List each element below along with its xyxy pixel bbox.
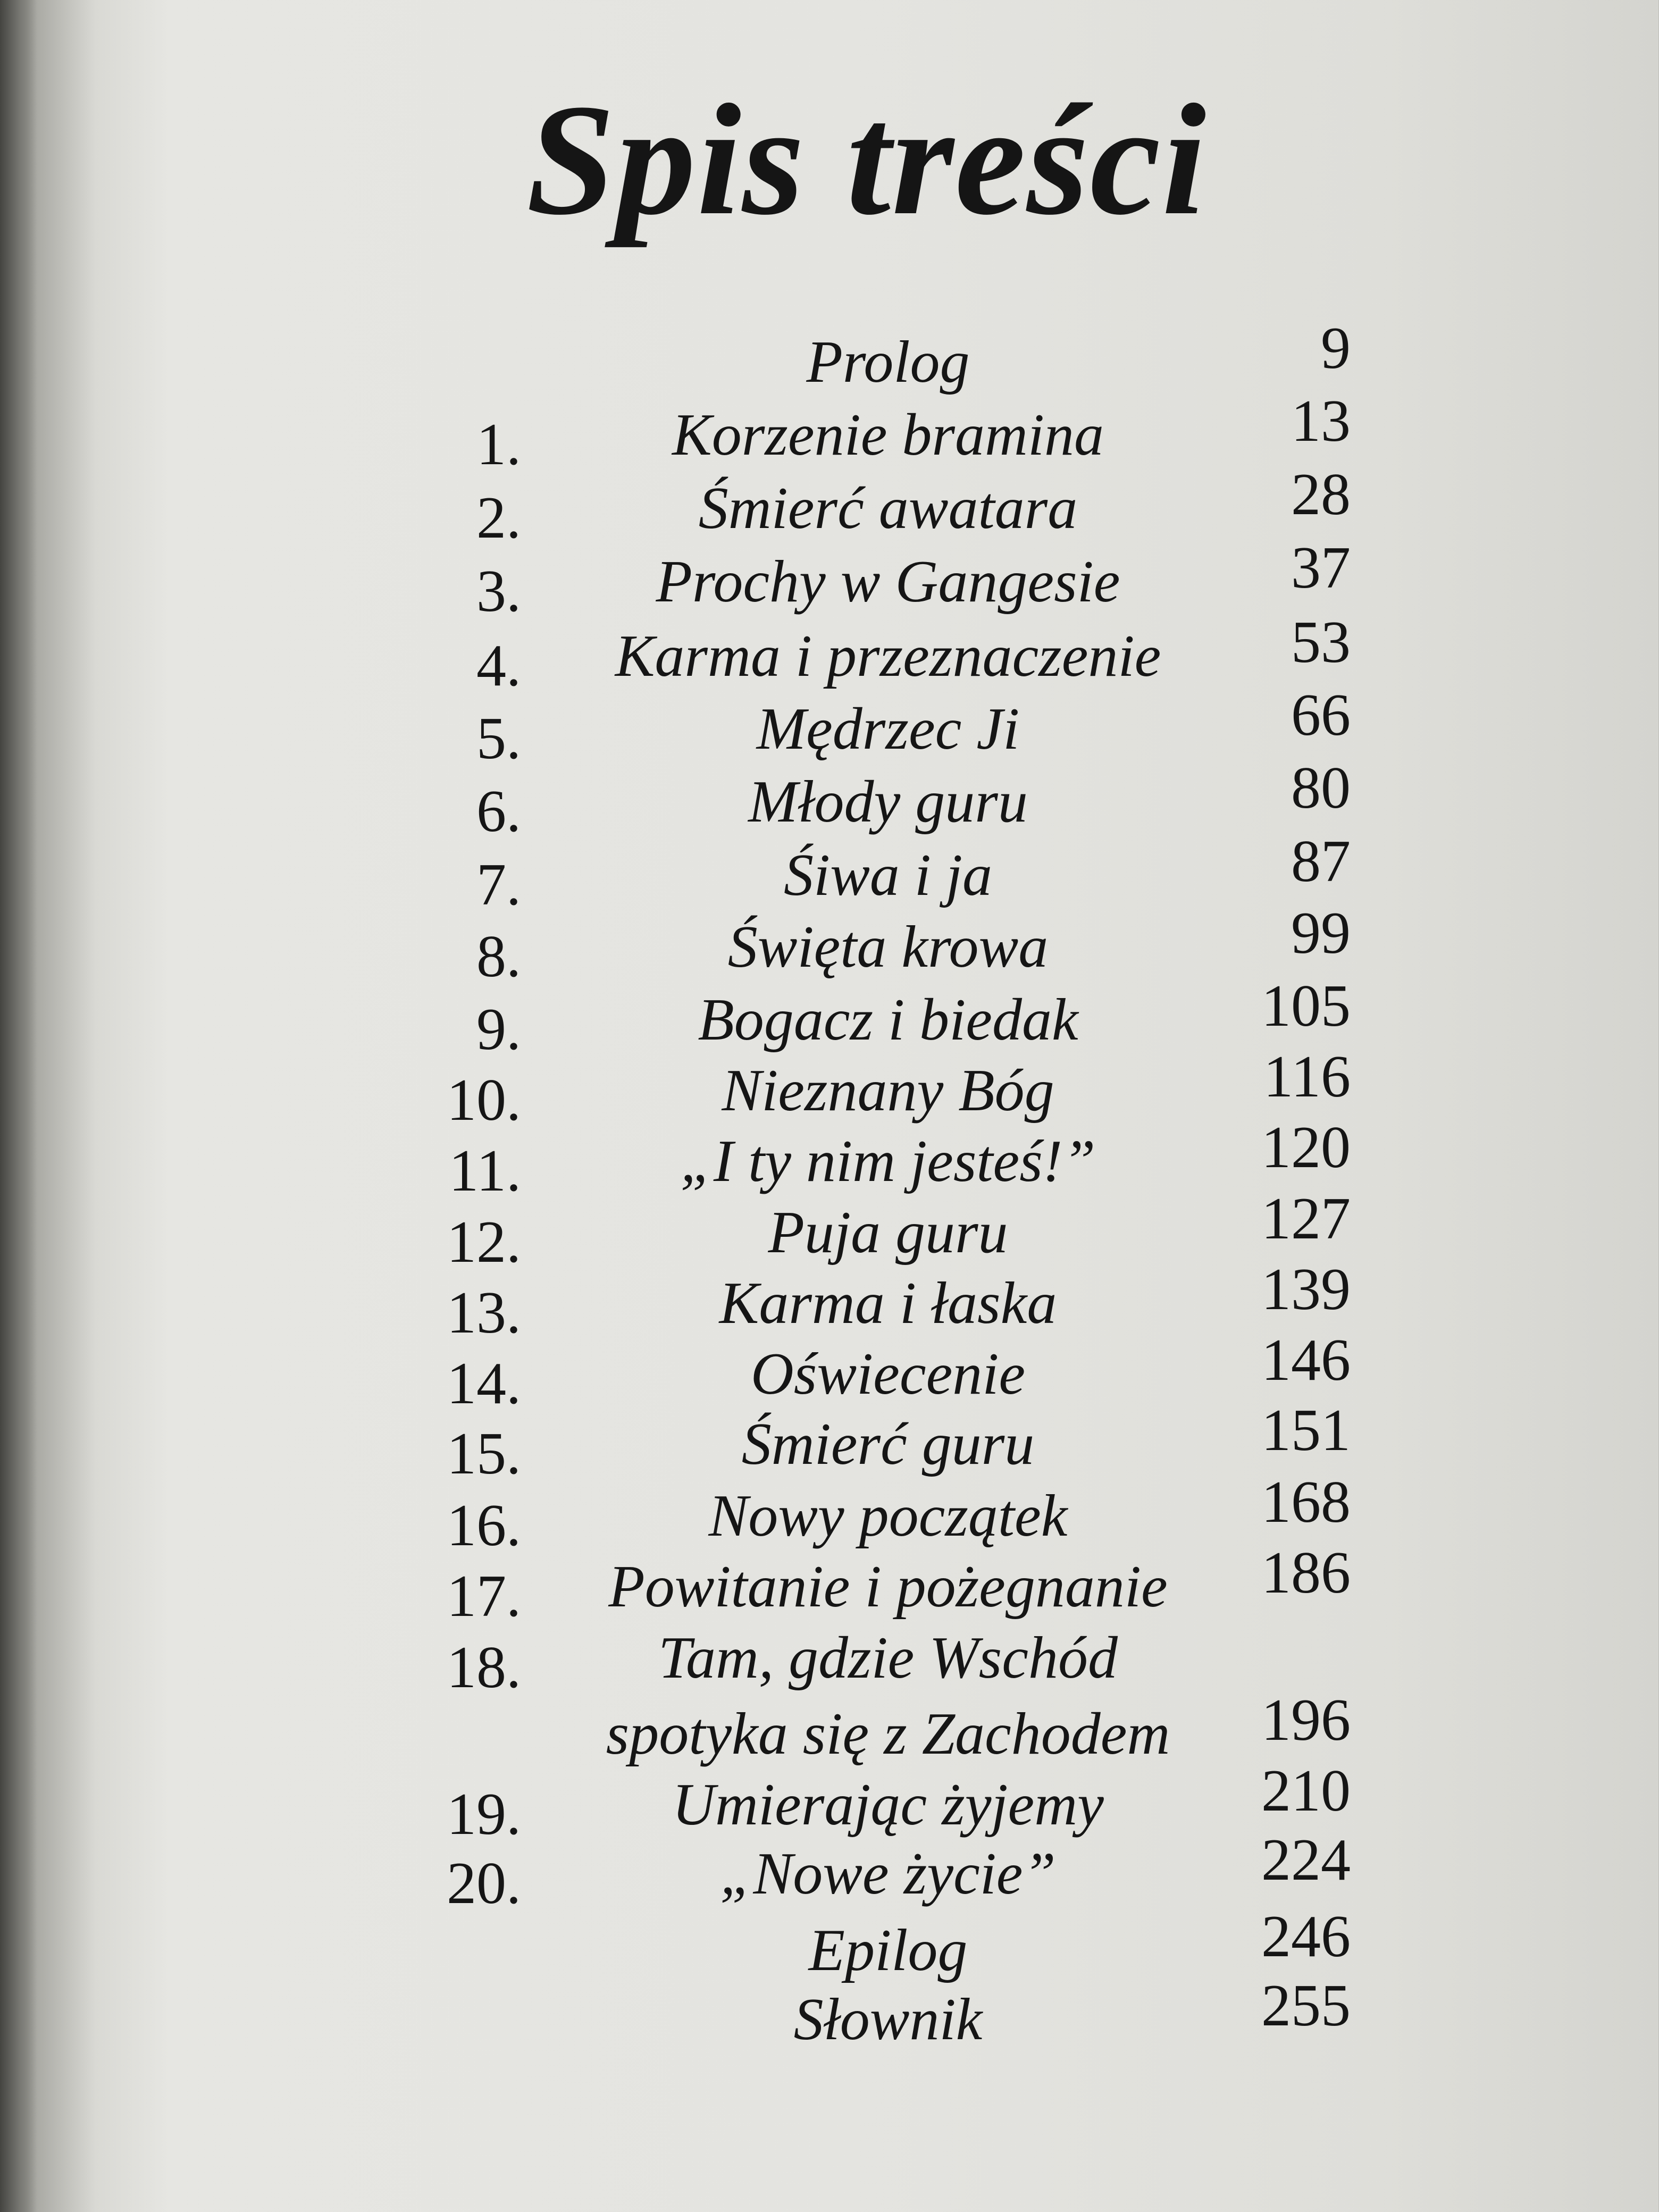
chapter-title: Święta krowa	[727, 914, 1049, 980]
page-number: 151	[1261, 1397, 1351, 1463]
chapter-number: 20.	[447, 1850, 521, 1916]
page-number: 168	[1261, 1469, 1351, 1535]
page-number: 120	[1261, 1115, 1351, 1180]
page-number: 139	[1261, 1256, 1351, 1322]
chapter-number: 14.	[447, 1351, 521, 1417]
chapter-number: 17.	[447, 1563, 521, 1629]
chapter-number: 8.	[476, 924, 521, 990]
chapter-number: 2.	[476, 485, 521, 551]
chapter-number: 16.	[447, 1493, 521, 1559]
toc-entry	[0, 755, 1659, 847]
chapter-number: 13.	[447, 1280, 521, 1346]
page-title: Spis treści	[526, 71, 1208, 248]
page-number: 127	[1261, 1186, 1351, 1252]
toc-entry	[0, 1625, 1659, 1703]
toc-entry	[0, 535, 1659, 626]
chapter-number: 3.	[476, 558, 521, 624]
page-number: 116	[1263, 1044, 1351, 1110]
toc-entry	[0, 1327, 1659, 1419]
page-number: 53	[1291, 609, 1351, 675]
chapter-number: 1.	[476, 412, 521, 477]
toc-entry	[0, 1397, 1659, 1489]
chapter-title: Oświecenie	[750, 1341, 1026, 1407]
page-number: 255	[1261, 1973, 1351, 2039]
toc-entry	[0, 1758, 1659, 1849]
chapter-title: Tam, gdzie Wschód	[658, 1625, 1118, 1691]
page-number: 37	[1291, 535, 1351, 601]
chapter-number: 9.	[476, 996, 521, 1062]
chapter-title: „Nowe życie”	[720, 1841, 1056, 1907]
chapter-title: Śmierć awatara	[698, 475, 1078, 541]
toc-entry	[0, 1973, 1659, 2064]
toc-entry	[0, 900, 1659, 992]
toc-entry	[0, 1827, 1659, 1918]
toc-entry-continuation	[0, 1687, 1659, 1779]
chapter-number: 12.	[447, 1209, 521, 1275]
page-number: 28	[1291, 462, 1351, 527]
chapter-title: Karma i łaska	[719, 1270, 1057, 1336]
chapter-title: Nowy początek	[708, 1483, 1068, 1549]
chapter-title: Słownik	[793, 1987, 983, 2052]
page-number: 9	[1321, 315, 1351, 381]
chapter-title: „I ty nim jesteś!”	[680, 1128, 1096, 1194]
toc-entry	[0, 1186, 1659, 1277]
chapter-title: Nieznany Bóg	[722, 1058, 1054, 1124]
page-number: 87	[1291, 828, 1351, 894]
page-number: 146	[1261, 1327, 1351, 1393]
chapter-number: 4.	[476, 633, 521, 699]
page-number: 13	[1291, 388, 1351, 454]
toc-entry	[0, 1469, 1659, 1561]
chapter-number: 7.	[476, 852, 521, 918]
chapter-title: Mędrzec Ji	[756, 696, 1020, 762]
page-number: 186	[1261, 1540, 1351, 1606]
page-number: 66	[1291, 682, 1351, 748]
chapter-number: 10.	[447, 1067, 521, 1133]
toc-entry	[0, 682, 1659, 774]
chapter-title: Prochy w Gangesie	[656, 549, 1120, 615]
chapter-title: Korzenie bramina	[672, 402, 1104, 468]
toc-entry	[0, 828, 1659, 920]
chapter-number: 5.	[476, 706, 521, 772]
chapter-title: Młody guru	[748, 769, 1028, 835]
toc-entry	[0, 1256, 1659, 1348]
page-number: 210	[1261, 1758, 1351, 1824]
chapter-number: 19.	[447, 1781, 521, 1847]
chapter-title: Epilog	[808, 1917, 968, 1983]
toc-entry	[0, 462, 1659, 553]
chapter-number: 11.	[449, 1138, 521, 1204]
page-number: 80	[1291, 755, 1351, 821]
chapter-title: Umierając żyjemy	[672, 1772, 1104, 1838]
chapter-title: spotyka się z Zachodem	[606, 1701, 1170, 1767]
chapter-number: 6.	[476, 778, 521, 844]
toc-entry	[0, 973, 1659, 1065]
page-number: 224	[1261, 1827, 1351, 1893]
chapter-title: Śmierć guru	[741, 1411, 1035, 1477]
page-number: 99	[1291, 900, 1351, 966]
toc-entry	[0, 1540, 1659, 1631]
chapter-title: Prolog	[806, 329, 970, 395]
toc-entry	[0, 609, 1659, 701]
chapter-number: 18.	[447, 1635, 521, 1700]
page-number: 105	[1261, 973, 1351, 1039]
toc-entry	[0, 315, 1659, 407]
chapter-title: Bogacz i biedak	[698, 987, 1078, 1053]
toc-entry	[0, 1044, 1659, 1135]
chapter-title: Śiwa i ja	[783, 842, 993, 908]
toc-entry	[0, 1904, 1659, 1995]
chapter-title: Karma i przeznaczenie	[615, 623, 1161, 689]
toc-entry	[0, 1115, 1659, 1206]
chapter-title: Puja guru	[768, 1200, 1008, 1266]
page-number: 246	[1261, 1904, 1351, 1970]
chapter-number: 15.	[447, 1421, 521, 1487]
chapter-title: Powitanie i pożegnanie	[608, 1554, 1168, 1620]
toc-entry	[0, 388, 1659, 480]
page-number: 196	[1261, 1687, 1351, 1753]
